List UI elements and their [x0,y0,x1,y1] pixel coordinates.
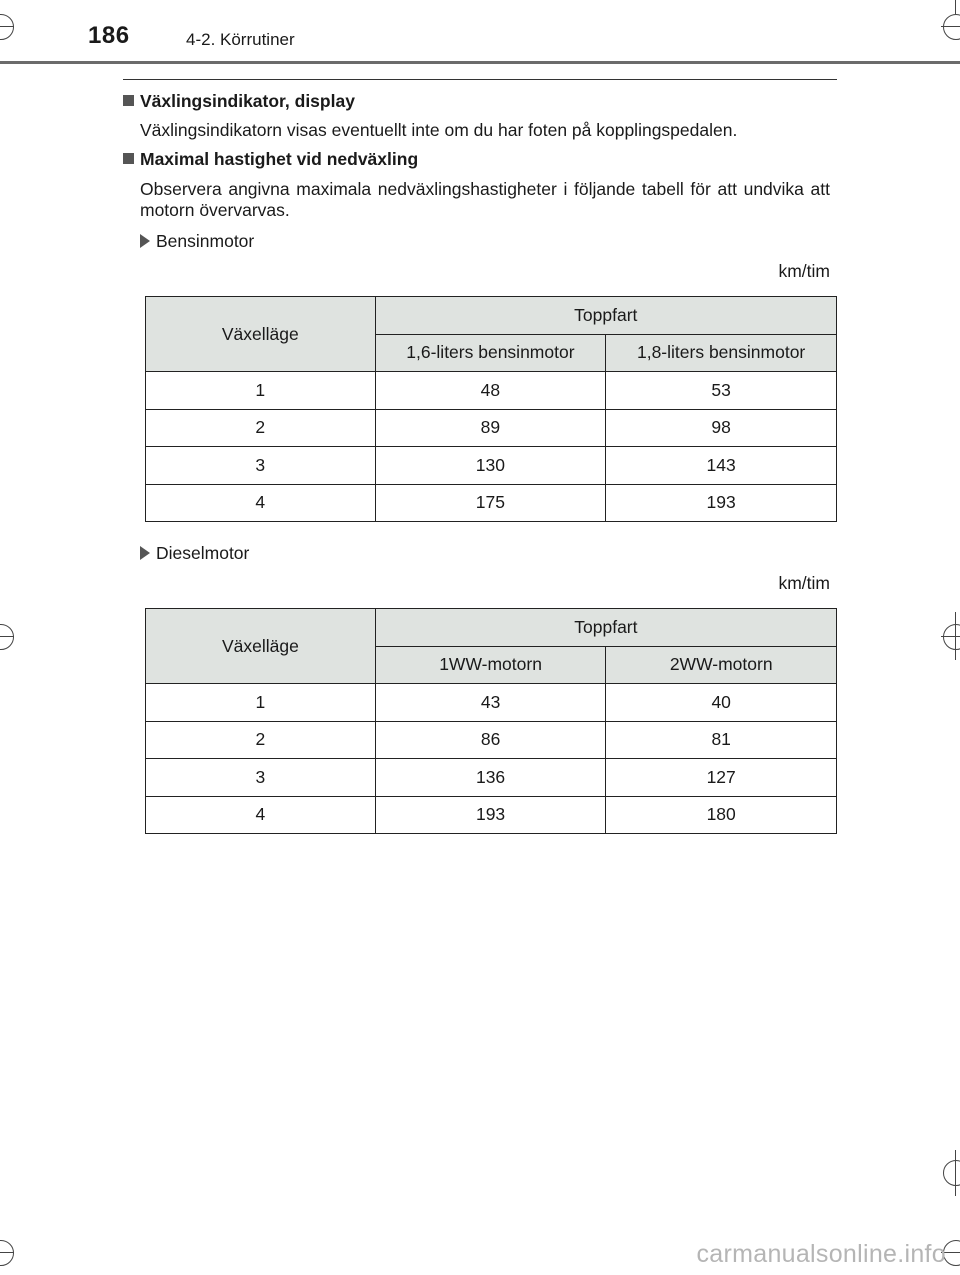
subsection-label [140,543,249,564]
engine-column-header: 1,6-liters bensinmotor [375,334,606,372]
arrow-right-icon [140,546,150,560]
section-paragraph: Observera angivna maximala nedväxlingshastigheter i följande tabell för att undvika att motorn övervarvas. [140,179,830,220]
gear-cell: 3 [146,447,376,485]
gear-cell: 1 [146,372,376,410]
square-bullet-icon [123,95,134,106]
gear-cell: 1 [146,684,376,722]
section-heading-text: Växlingsindikator, display [140,91,355,111]
speed-cell: 143 [606,447,837,485]
table-row [146,484,837,522]
crop-mark-bottom-left [0,1240,14,1266]
crop-line [955,0,956,14]
crop-mark-low-right [943,1160,960,1186]
engine-column-header: 2WW-motorn [606,646,837,684]
crop-line [0,636,14,637]
gear-speed-table-diesel [145,608,837,834]
engine-column-header: 1WW-motorn [375,646,606,684]
table-row [146,372,837,410]
crop-line [0,26,14,27]
speed-cell: 136 [375,759,606,797]
section-divider [123,79,837,80]
speed-cell: 81 [606,721,837,759]
speed-cell: 43 [375,684,606,722]
crop-mark-mid-left [0,624,14,650]
arrow-right-icon [140,234,150,248]
table-row [146,796,837,834]
subsection-title: Bensinmotor [156,231,255,251]
speed-cell: 40 [606,684,837,722]
top-speed-header: Toppfart [375,297,836,335]
page-number: 186 [88,22,130,49]
square-bullet-icon [123,153,134,164]
chapter-title: 4-2. Körrutiner [186,30,295,49]
speed-cell: 193 [606,484,837,522]
speed-cell: 130 [375,447,606,485]
subsection-title: Dieselmotor [156,543,250,563]
crop-mark-top-left [0,14,14,40]
crop-line [941,636,960,637]
speed-cell: 193 [375,796,606,834]
subsection-label [140,231,254,252]
gear-cell: 3 [146,759,376,797]
crop-line [0,1252,14,1253]
table-row [146,721,837,759]
gear-cell: 2 [146,409,376,447]
gear-cell: 4 [146,484,376,522]
speed-cell: 175 [375,484,606,522]
unit-label: km/tim [778,573,830,593]
gear-header: Växelläge [146,297,376,372]
crop-line [941,26,960,27]
speed-cell: 180 [606,796,837,834]
gear-cell: 4 [146,796,376,834]
speed-cell: 98 [606,409,837,447]
gear-cell: 2 [146,721,376,759]
speed-cell: 127 [606,759,837,797]
table-row [146,684,837,722]
speed-cell: 89 [375,409,606,447]
gear-speed-table-petrol [145,296,837,522]
top-speed-header: Toppfart [375,609,836,647]
header-rule [0,61,960,64]
crop-line [955,1150,956,1196]
section-heading [123,91,355,112]
watermark-text: carmanualsonline.info [696,1240,946,1268]
crop-line [955,612,956,660]
table-row [146,409,837,447]
table-row [146,759,837,797]
gear-header: Växelläge [146,609,376,684]
speed-cell: 48 [375,372,606,410]
speed-cell: 53 [606,372,837,410]
unit-label: km/tim [778,261,830,281]
engine-column-header: 1,8-liters bensinmotor [606,334,837,372]
section-paragraph: Växlingsindikatorn visas eventuellt inte om du har foten på kopplingspedalen. [140,120,738,140]
speed-cell: 86 [375,721,606,759]
table-row [146,447,837,485]
section-heading [123,149,418,170]
crop-mark-top-right [943,14,960,40]
section-heading-text: Maximal hastighet vid nedväxling [140,149,419,169]
crop-mark-mid-right [943,624,960,650]
